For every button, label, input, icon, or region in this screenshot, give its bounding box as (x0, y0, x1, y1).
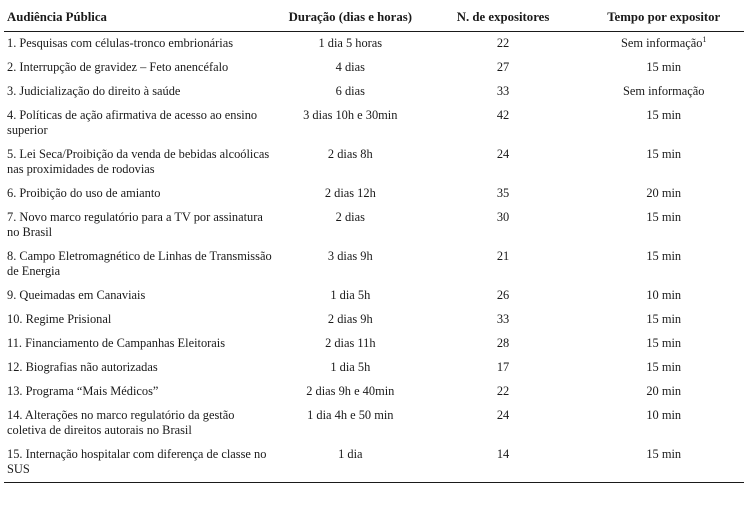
footnote-marker: 1 (702, 34, 707, 44)
cell-time-per-exhibitor (583, 56, 744, 80)
cell-duration: 4 dias (335, 60, 365, 74)
cell-time-per-exhibitor (583, 404, 744, 443)
cell-duration: 2 dias 9h (327, 312, 373, 326)
header-time-per-exhibitor: Tempo por expositor (583, 6, 744, 32)
cell-time-text: 15 min (646, 336, 682, 350)
cell-exhibitors: 22 (496, 384, 510, 398)
cell-time-text: Sem informação (620, 36, 703, 50)
cell-exhibitors: 26 (496, 288, 510, 302)
cell-exhibitors: 42 (496, 108, 510, 122)
table-body (4, 32, 744, 483)
table-row-2 (4, 56, 744, 80)
cell-exhibitors: 21 (496, 249, 510, 263)
cell-exhibitors: 24 (496, 408, 510, 422)
cell-exhibitors: 17 (496, 360, 510, 374)
cell-exhibitors: 14 (423, 443, 584, 483)
table-row-3 (4, 80, 744, 104)
cell-time-per-exhibitor (583, 245, 744, 284)
cell-time-text: Sem informação (622, 84, 705, 98)
table-row-1 (4, 32, 744, 57)
cell-duration: 3 dias 9h (327, 249, 373, 263)
cell-time-text: 15 min (646, 312, 682, 326)
cell-time-text: 15 min (646, 108, 682, 122)
cell-audience: 5. Lei Seca/Proibição da venda de bebidas alcoólicas nas proximidades de rodovias (7, 147, 270, 176)
cell-time-per-exhibitor (583, 206, 744, 245)
cell-time-per-exhibitor (583, 443, 744, 483)
cell-exhibitors: 28 (496, 336, 510, 350)
table-row-5 (4, 143, 744, 182)
cell-time-text: 10 min (646, 288, 682, 302)
cell-time-text: 15 min (646, 360, 682, 374)
cell-duration: 1 dia 5h (330, 360, 371, 374)
cell-audience: 1. Pesquisas com células-tronco embrionárias (7, 36, 234, 50)
cell-audience: 11. Financiamento de Campanhas Eleitorais (7, 336, 226, 350)
cell-time-per-exhibitor (583, 80, 744, 104)
cell-duration: 1 dia (278, 443, 423, 483)
cell-audience: 12. Biografias não autorizadas (7, 360, 158, 374)
public-hearings-table (4, 6, 744, 483)
cell-exhibitors: 35 (496, 186, 510, 200)
table-row-13 (4, 380, 744, 404)
cell-time-text: 10 min (646, 408, 682, 422)
cell-exhibitors: 27 (496, 60, 510, 74)
cell-time-text: 15 min (646, 447, 682, 461)
cell-duration: 1 dia 4h e 50 min (307, 408, 394, 422)
cell-audience: 9. Queimadas em Canaviais (7, 288, 146, 302)
cell-audience: 14. Alterações no marco regulatório da gestão coletiva de direitos autorais no Brasil (7, 408, 235, 437)
cell-time-text: 15 min (646, 249, 682, 263)
cell-exhibitors: 30 (496, 210, 510, 224)
cell-time-text: 15 min (646, 60, 682, 74)
cell-duration: 2 dias (335, 210, 365, 224)
header-row (4, 6, 744, 32)
table-row-15 (4, 443, 744, 483)
cell-duration: 2 dias 8h (327, 147, 373, 161)
cell-exhibitors: 22 (496, 36, 510, 50)
cell-time-text: 15 min (646, 147, 682, 161)
cell-time-per-exhibitor (583, 182, 744, 206)
cell-exhibitors: 33 (496, 312, 510, 326)
cell-duration: 1 dia 5h (330, 288, 371, 302)
table-row-6 (4, 182, 744, 206)
cell-audience: 7. Novo marco regulatório para a TV por assinatura no Brasil (7, 210, 263, 239)
cell-exhibitors: 33 (496, 84, 510, 98)
cell-duration: 2 dias 9h e 40min (306, 384, 395, 398)
cell-time-text: 20 min (646, 384, 682, 398)
table-row-11 (4, 332, 744, 356)
cell-time-per-exhibitor (583, 308, 744, 332)
table-row-8 (4, 245, 744, 284)
cell-audience: 6. Proibição do uso de amianto (7, 186, 161, 200)
cell-duration: 2 dias 12h (324, 186, 376, 200)
cell-time-per-exhibitor (583, 356, 744, 380)
cell-audience: 13. Programa “Mais Médicos” (7, 384, 159, 398)
cell-audience: 3. Judicialização do direito à saúde (7, 84, 181, 98)
cell-audience: 10. Regime Prisional (7, 312, 112, 326)
cell-duration: 1 dia 5 horas (318, 36, 383, 50)
cell-duration: 3 dias 10h e 30min (303, 108, 398, 122)
cell-time-per-exhibitor (583, 143, 744, 182)
table-row-14 (4, 404, 744, 443)
cell-exhibitors: 24 (496, 147, 510, 161)
table-row-12 (4, 356, 744, 380)
cell-audience: 15. Internação hospitalar com diferença de classe no SUS (4, 443, 278, 483)
cell-time-text: 20 min (646, 186, 682, 200)
cell-time-per-exhibitor (583, 32, 744, 57)
header-exhibitors: N. de expositores (423, 6, 584, 32)
cell-duration: 6 dias (335, 84, 365, 98)
cell-time-per-exhibitor (583, 104, 744, 143)
cell-audience: 2. Interrupção de gravidez – Feto anencéfalo (7, 60, 229, 74)
cell-duration: 2 dias 11h (325, 336, 376, 350)
cell-audience: 8. Campo Eletromagnético de Linhas de Transmissão de Energia (7, 249, 272, 278)
cell-audience: 4. Políticas de ação afirmativa de acesso ao ensino superior (7, 108, 258, 137)
cell-time-per-exhibitor (583, 284, 744, 308)
table-row-9 (4, 284, 744, 308)
table-row-4 (4, 104, 744, 143)
cell-time-per-exhibitor (583, 380, 744, 404)
table-row-7 (4, 206, 744, 245)
table-header (4, 6, 744, 32)
header-duration: Duração (dias e horas) (278, 6, 423, 32)
cell-time-text: 15 min (646, 210, 682, 224)
table-row-10 (4, 308, 744, 332)
cell-time-per-exhibitor (583, 332, 744, 356)
header-audience: Audiência Pública (4, 6, 278, 32)
